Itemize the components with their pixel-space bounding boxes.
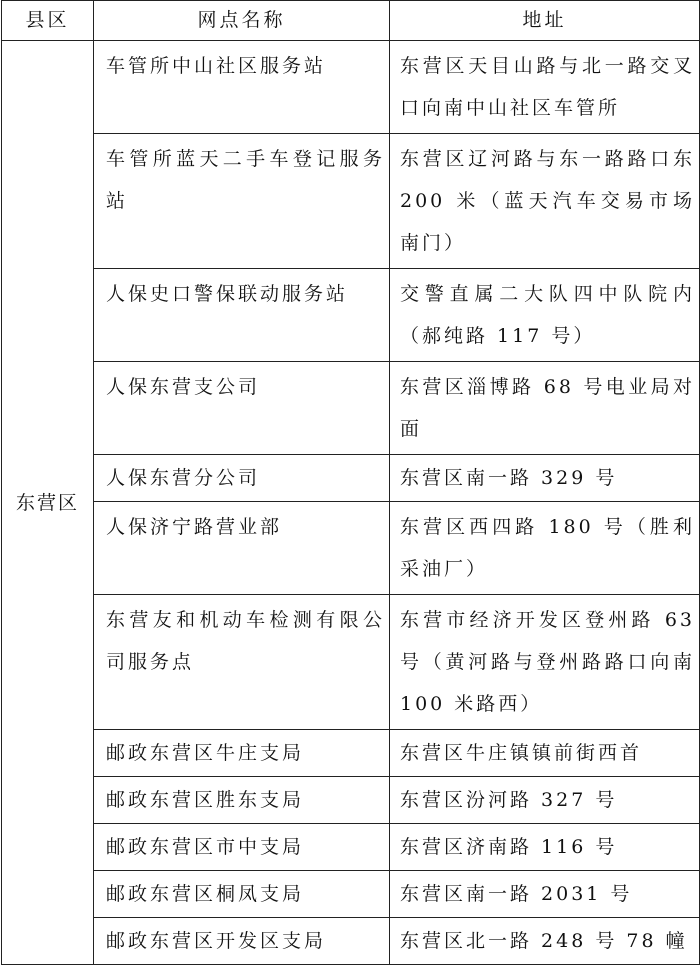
address-cell: 交警直属二大队四中队院内（郝纯路 117 号） — [390, 269, 700, 362]
table-row — [2, 595, 700, 730]
outlet-name-cell: 人保东营分公司 — [94, 455, 390, 502]
outlet-name-cell: 邮政东营区胜东支局 — [94, 777, 390, 824]
outlet-name-cell: 人保东营支公司 — [94, 362, 390, 455]
outlet-name-cell: 邮政东营区开发区支局 — [94, 918, 390, 965]
header-address: 地址 — [390, 1, 700, 41]
table-row — [2, 41, 700, 134]
outlet-name-cell: 车管所中山社区服务站 — [94, 41, 390, 134]
address-cell: 东营市经济开发区登州路 63 号（黄河路与登州路路口向南 100 米路西） — [390, 595, 700, 730]
table-row — [2, 918, 700, 965]
table-row — [2, 824, 700, 871]
header-county: 县区 — [2, 1, 94, 41]
table-row — [2, 362, 700, 455]
address-cell: 东营区南一路 329 号 — [390, 455, 700, 502]
table-row — [2, 134, 700, 269]
outlet-name-cell: 车管所蓝天二手车登记服务站 — [94, 134, 390, 269]
address-cell: 东营区天目山路与北一路交叉口向南中山社区车管所 — [390, 41, 700, 134]
table-row — [2, 777, 700, 824]
table-row — [2, 502, 700, 595]
address-cell: 东营区淄博路 68 号电业局对面 — [390, 362, 700, 455]
outlet-name-cell: 邮政东营区牛庄支局 — [94, 730, 390, 777]
table-row — [2, 269, 700, 362]
outlet-name-cell: 人保史口警保联动服务站 — [94, 269, 390, 362]
header-outlet-name: 网点名称 — [94, 1, 390, 41]
table-row — [2, 455, 700, 502]
outlet-name-cell: 邮政东营区市中支局 — [94, 824, 390, 871]
address-cell: 东营区西四路 180 号（胜利采油厂） — [390, 502, 700, 595]
address-cell: 东营区辽河路与东一路路口东 200 米（蓝天汽车交易市场南门） — [390, 134, 700, 269]
address-cell: 东营区汾河路 327 号 — [390, 777, 700, 824]
address-cell: 东营区南一路 2031 号 — [390, 871, 700, 918]
address-cell: 东营区济南路 116 号 — [390, 824, 700, 871]
address-cell: 东营区北一路 248 号 78 幢 — [390, 918, 700, 965]
outlet-name-cell: 人保济宁路营业部 — [94, 502, 390, 595]
address-cell: 东营区牛庄镇镇前街西首 — [390, 730, 700, 777]
service-outlet-table — [1, 0, 700, 965]
header-row — [2, 1, 700, 41]
county-cell: 东营区 — [2, 41, 94, 965]
table-row — [2, 730, 700, 777]
outlet-name-cell: 东营友和机动车检测有限公司服务点 — [94, 595, 390, 730]
table-row — [2, 871, 700, 918]
outlet-name-cell: 邮政东营区桐凤支局 — [94, 871, 390, 918]
